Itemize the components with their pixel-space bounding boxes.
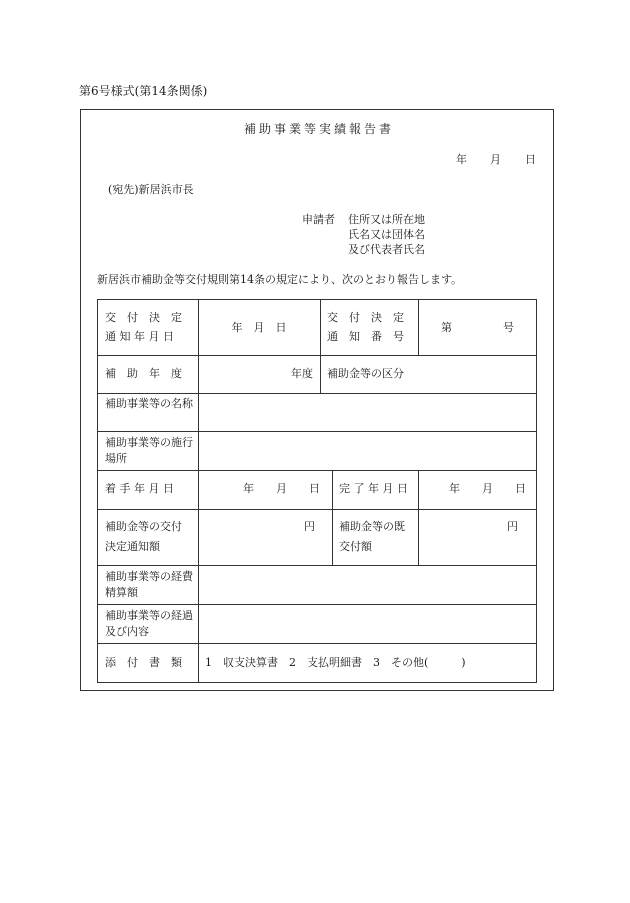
fiscal-year-unit: 年度 — [291, 367, 313, 380]
row-divider — [98, 643, 536, 644]
project-name-label: 補助事業等の名称 — [105, 397, 193, 410]
decision-number-suffix: 号 — [503, 321, 514, 334]
attachments-label: 添 付 書 類 — [105, 656, 182, 669]
row-divider — [98, 509, 536, 510]
date-month: 月 — [490, 153, 501, 166]
addressee: (宛先)新居浜市長 — [108, 183, 194, 196]
applicant-label: 申請者 — [302, 213, 335, 226]
decision-number-label-line1: 交 付 決 定 — [327, 311, 404, 324]
category-label: 補助金等の区分 — [327, 367, 404, 380]
row-divider — [98, 393, 536, 394]
start-date-value: 年 月 日 — [243, 482, 320, 495]
paid-amount-label-line1: 補助金等の既 — [339, 520, 405, 533]
decision-date-label-line2: 通 知 年 月 日 — [105, 330, 174, 343]
report-table — [97, 299, 537, 683]
statement: 新居浜市補助金等交付規則第14条の規定により、次のとおり報告します。 — [97, 273, 463, 286]
decision-amount-label-line1: 補助金等の交付 — [105, 520, 182, 533]
end-date-value: 年 月 日 — [449, 482, 526, 495]
label-column-divider — [198, 300, 199, 682]
decision-date-label-line1: 交 付 決 定 — [105, 311, 182, 324]
decision-amount-unit: 円 — [304, 520, 315, 533]
decision-date-value: 年 月 日 — [231, 321, 287, 334]
column-divider — [418, 470, 419, 565]
form-number: 第6号様式(第14条関係) — [79, 84, 208, 98]
applicant-address: 住所又は所在地 — [348, 213, 425, 226]
row-divider — [98, 431, 536, 432]
applicant-name: 氏名又は団体名 — [348, 228, 425, 241]
column-divider — [320, 300, 321, 393]
decision-number-prefix: 第 — [441, 321, 452, 334]
location-label: 補助事業等の施行場所 — [105, 436, 193, 465]
settlement-label: 補助事業等の経費精算額 — [105, 570, 193, 599]
column-divider — [332, 470, 333, 565]
row-divider — [98, 565, 536, 566]
applicant-representative: 及び代表者氏名 — [348, 243, 425, 256]
row-divider — [98, 604, 536, 605]
progress-label: 補助事業等の経過及び内容 — [105, 609, 193, 638]
end-date-label: 完 了 年 月 日 — [339, 482, 408, 495]
decision-amount-label-line2: 決定通知額 — [105, 540, 160, 553]
date-year: 年 — [456, 153, 467, 166]
row-divider — [98, 355, 536, 356]
attachments-value: 1 収支決算書 2 支払明細書 3 その他( ) — [205, 656, 466, 669]
paid-amount-unit: 円 — [507, 520, 518, 533]
decision-number-label-line2: 通 知 番 号 — [327, 330, 404, 343]
fiscal-year-label: 補 助 年 度 — [105, 367, 182, 380]
date-day: 日 — [525, 153, 536, 166]
row-divider — [98, 470, 536, 471]
paid-amount-label-line2: 交付額 — [339, 540, 372, 553]
form-title: 補助事業等実績報告書 — [243, 122, 394, 136]
column-divider — [418, 300, 419, 355]
start-date-label: 着 手 年 月 日 — [105, 482, 174, 495]
